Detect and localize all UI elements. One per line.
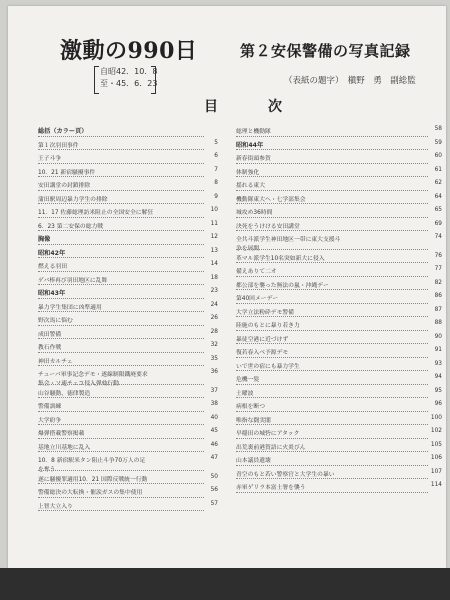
toc-page-number: 74 [434,234,442,240]
toc-entry-title [236,482,306,491]
toc-entry-title [236,293,278,302]
toc-entry-title [236,455,271,464]
toc-entry-title-line: 出荒裏前港賀語に火炎びん [236,444,306,451]
dot-leader [236,370,428,371]
toc-entry [236,221,442,235]
dot-leader [236,330,428,331]
toc-right-column [236,126,442,496]
toc-page-number: 13 [210,247,218,254]
toc-entry-title-line: 王子斗争 [38,156,62,162]
toc-entry-title-line: 10．8 新宿駅米タン阻止斗争70万人の足 [38,458,146,464]
toc-entry-title [38,167,95,176]
toc-page-number: 50 [210,473,218,480]
date-range [94,66,156,96]
toc-entry [38,329,218,343]
toc-entry-title-line: 機動隊東大へ・七学部集会 [236,196,306,203]
toc-heading: 目 次 [204,99,300,115]
toc-entry [38,221,218,235]
toc-page-number: 69 [434,220,442,227]
toc-page-number: 59 [434,139,442,146]
toc-page-number: 64 [434,193,442,200]
dot-leader [38,424,204,425]
toc-page-number: 32 [210,342,218,348]
dot-leader [38,352,204,353]
toc-entry [236,455,442,469]
toc-entry-title [236,207,272,216]
document-page [8,6,446,568]
dot-leader [38,365,204,366]
toc-page-number: 9 [214,193,218,200]
toc-entry [236,388,442,402]
dot-leader [38,149,204,150]
dot-leader [236,303,428,304]
toc-page-number: 60 [434,153,442,159]
toc-entry-title-line: 野次馬に悩む [38,318,73,324]
toc-page-number: 107 [430,468,442,475]
dot-leader [236,465,428,466]
toc-entry [236,482,442,496]
book-title: 激動の990日 [60,38,198,64]
dot-leader [38,397,204,398]
toc-entry-title [38,315,73,324]
toc-entry [38,415,218,429]
toc-entry-title [236,307,294,316]
dot-leader [236,438,428,439]
book-subtitle: 第２安保警備の写真記録 [240,42,411,60]
toc-entry [236,293,442,307]
dot-leader [236,478,428,479]
toc-entry-title [236,167,259,176]
toc-entry [236,320,442,334]
toc-entry-title-line: いで世の宿にも暴力学生 [236,363,300,370]
toc-entry-title [38,442,90,451]
dot-leader [38,176,204,177]
toc-entry-title-line: 早稲田の城砦にアタック [236,431,300,437]
bracket-left-icon [94,66,99,94]
toc-entry-title-line: 教石作戦 [38,345,62,351]
dot-leader [38,271,204,272]
toc-entry-title-line: 上智大立入り [38,503,73,510]
toc-entry-title [236,320,300,329]
toc-entry-title [236,442,306,451]
toc-entry [38,302,218,316]
toc-entry-title-line: 昭和42年 [38,249,66,257]
dot-leader [38,190,204,191]
toc-entry-title [236,194,306,203]
toc-entry-title-line: 揺れる東大 [236,183,265,189]
toc-entry [236,207,442,221]
toc-entry-title [38,207,153,216]
toc-entry-title [38,342,61,351]
dot-leader [236,276,428,277]
dot-leader [236,397,428,398]
dot-leader [38,136,204,137]
toc-entry [236,140,442,154]
cover-calligraphy-credit: （表紙の題字） 槇野 勇 副総監 [284,76,416,86]
toc-entry [38,455,218,474]
toc-entry-title [38,388,90,397]
toc-page-number: 94 [434,374,442,380]
dot-leader [38,325,204,326]
dot-leader [236,217,428,218]
dot-leader [38,438,204,439]
toc-entry [236,361,442,375]
toc-entry-title-line: 昭和43年 [38,290,66,297]
toc-entry [38,315,218,329]
dot-leader [38,451,204,452]
dot-leader [236,262,428,263]
toc-entry-title-line: 復若春入べ予源デモ [236,350,289,356]
dot-leader [38,338,204,339]
toc-entry-title-line: 体制強化 [236,169,260,176]
dot-leader [38,217,204,218]
toc-entry [38,207,218,221]
toc-page-number: 90 [434,333,442,340]
toc-entry-title-line: 唯指な闘実閣 [236,417,271,424]
dot-leader [38,384,204,385]
toc-entry-title [236,221,300,230]
toc-entry [38,342,218,356]
toc-entry [236,153,442,167]
toc-page-number: 36 [210,369,218,375]
toc-entry-title [38,153,61,162]
dot-leader [38,244,204,245]
toc-page-number: 105 [430,441,442,448]
toc-entry-title-line: 総理と機動隊 [236,129,271,135]
toc-page-number: 65 [434,207,442,213]
toc-entry-title [38,415,61,424]
dot-leader [38,284,204,285]
toc-entry-title [236,253,325,262]
toc-entry-title-line: 警備総決の大転換・催涙ガスの集中使用 [38,490,143,496]
toc-entry-title-line: 胸像 [38,236,51,243]
toc-entry [236,180,442,194]
toc-entry-title-line: 暴力学生集団に凶準適用 [38,304,102,311]
toc-entry [38,428,218,442]
toc-entry-title-line: 大学立法粉砕デモ警備 [236,309,294,316]
dot-leader [236,451,428,452]
toc-page-number: 96 [434,401,442,407]
toc-entry-title [38,234,50,243]
toc-entry-title-line: 大学紛争 [38,417,62,424]
toc-entry [38,388,218,402]
toc-page-number: 82 [434,279,442,286]
toc-entry-title-line: 青空のもと若い警察官と大学生の暴い [236,471,335,478]
toc-entry [38,153,218,167]
toc-entry-title-line: 危機一髪 [236,377,260,383]
toc-entry [236,334,442,348]
bracket-right-icon [151,66,156,94]
toc-entry [38,442,218,456]
toc-entry-title [38,194,108,203]
toc-page-number: 46 [210,441,218,448]
dot-leader [236,357,428,358]
toc-page-number: 45 [210,428,218,434]
toc-entry-title-line: 成田警備 [38,331,62,338]
toc-page-number: 10 [210,207,218,213]
toc-entry [38,140,218,154]
toc-entry-title [236,266,277,275]
toc-entry [38,369,218,388]
toc-page-number: 8 [214,180,218,186]
dot-leader [236,384,428,385]
dot-leader [236,190,428,191]
toc-page-number: 57 [210,500,218,507]
toc-entry-title [236,469,335,478]
dot-leader [236,411,428,412]
toc-entry [236,280,442,294]
dot-leader [38,311,204,312]
toc-entry [38,288,218,302]
toc-entry-title [236,334,288,343]
toc-page-number: 95 [434,387,442,394]
toc-entry-title [38,275,107,284]
toc-entry-title [236,388,253,397]
toc-page-number: 58 [434,126,442,132]
toc-entry [38,275,218,289]
toc-page-number: 56 [210,487,218,493]
toc-entry [38,194,218,208]
toc-entry [236,307,442,321]
dot-leader [38,257,204,258]
date-to: 至・45．6．23 [100,79,158,88]
dot-leader [38,497,204,498]
toc-entry-title-line: 昭和44年 [236,141,264,149]
toc-page-number: 35 [210,355,218,362]
toc-entry-title [38,329,61,338]
toc-entry-title-line: 争を展開 [236,246,260,252]
toc-entry-title-line: 土曜波 [236,390,254,397]
toc-entry-title [236,180,265,189]
dot-leader [236,203,428,204]
toc-entry [38,180,218,194]
toc-entry [38,474,218,488]
toc-entry [38,401,218,415]
toc-entry [236,167,442,181]
toc-page-number: 102 [430,428,442,434]
toc-entry-title-line: 都公部を襲った無法の嵐・沖縄デー [236,282,329,289]
toc-entry-title-line: 蒲田駅周辺暴力学生の排除 [38,196,108,203]
toc-entry [236,126,442,140]
toc-entry-title [236,347,288,356]
toc-page-number: 18 [210,274,218,281]
toc-entry-title [38,180,90,189]
toc-entry [38,167,218,181]
dot-leader [236,176,428,177]
toc-entry [38,356,218,370]
dot-leader [236,163,428,164]
toc-entry-title [236,126,271,135]
toc-page-number: 47 [210,455,218,461]
toc-entry-title-line: 神田カルチェ [38,358,73,365]
toc-entry-title-line: 第40回メーデー [236,296,279,302]
toc-entry-title-line: 総括（カラー頁） [38,128,88,135]
toc-entry-title [236,361,300,370]
toc-entry-title-line: 10．21 新宿騒擾事件 [38,169,96,176]
toc-entry-title-line: 警備訓練 [38,404,62,410]
toc-entry-title-line: 集会・ソ連チェコ侵入弾劾行動 [38,381,119,387]
toc-entry-title-line: 陸施のもとに暴り若き力 [236,323,300,329]
dot-leader [38,298,204,299]
toc-page-number: 93 [434,360,442,367]
toc-entry-title-line: 安田講堂の封鎖排除 [38,183,91,189]
toc-page-number: 28 [210,328,218,335]
toc-page-number: 100 [430,414,442,421]
toc-entry [236,234,442,253]
toc-entry-title-line: 決死をうけける安田講堂 [236,223,300,230]
toc-entry-title-line: 革マル派学生10名突如新大に侵入 [236,255,325,262]
toc-entry-title [236,374,259,383]
toc-entry [38,501,218,515]
toc-entry-title [236,153,271,162]
toc-left-column [38,126,218,514]
toc-entry [236,266,442,280]
dot-leader [38,470,204,471]
toc-entry [236,374,442,388]
toc-entry-title [38,487,142,496]
dot-leader [236,492,428,493]
toc-page-number: 7 [214,166,218,173]
toc-page-number: 86 [434,293,442,299]
dot-leader [38,230,204,231]
dot-leader [38,510,204,511]
toc-entry-title [38,401,61,410]
toc-entry-title [38,221,103,230]
dot-leader [38,411,204,412]
toc-entry-title-line: 新春街頭参賀 [236,156,271,162]
page-bottom-shadow [0,568,450,600]
toc-entry-title [38,140,79,149]
dot-leader [38,163,204,164]
toc-page-number: 77 [434,266,442,272]
toc-page-number: 114 [430,482,442,488]
toc-entry-title-line: 遂に騒擾罪適用10．21 国際反戦統一行動 [38,476,148,483]
toc-entry-title-line: 暴徒空港に近づけず [236,336,289,343]
dot-leader [236,424,428,425]
toc-entry-title-line: 城攻め36時間 [236,210,273,216]
toc-page-number: 14 [210,261,218,267]
toc-entry-title-line: 山本議員遺壊 [236,458,271,464]
toc-entry-title-line: 基地立川基地に乱入 [38,444,91,451]
toc-entry [236,415,442,429]
toc-page-number: 6 [214,153,218,159]
toc-entry-title [38,248,65,257]
toc-entry [38,234,218,248]
toc-page-number: 61 [434,166,442,173]
toc-entry [236,428,442,442]
toc-page-number: 24 [210,301,218,308]
toc-entry-title-line: 燃える羽田 [38,264,67,270]
toc-entry-title [38,126,88,135]
toc-entry-title [38,474,147,483]
toc-entry-title-line: 爆弾搭載警察掲載 [38,431,85,437]
dot-leader [38,483,204,484]
toc-page-number: 40 [210,414,218,421]
toc-entry [236,194,442,208]
toc-entry [236,469,442,483]
toc-entry-title [236,401,265,410]
dot-leader [236,136,428,137]
toc-page-number: 87 [434,306,442,313]
dot-leader [236,249,428,250]
toc-page-number: 91 [434,347,442,353]
dot-leader [236,149,428,150]
toc-entry [236,253,442,267]
toc-entry-title [38,288,65,297]
toc-entry [38,248,218,262]
toc-entry [38,487,218,501]
toc-entry-title-line: を奪う [38,467,56,473]
toc-page-number: 11 [210,220,218,227]
toc-entry-title-line: 6．23 第二安保の総力戦 [38,223,104,230]
toc-entry-title-line: 11．17 佐藤総理訪米阻止の全国安全に解狂 [38,210,154,216]
toc-entry-title-line: 備えありて二オ [236,269,277,275]
toc-page-number: 88 [434,320,442,326]
toc-page-number: 62 [434,180,442,186]
toc-page-number: 106 [430,455,442,461]
toc-entry-title [236,140,263,149]
toc-entry [38,261,218,275]
dot-leader [236,289,428,290]
toc-entry-title [236,428,299,437]
toc-entry-title [236,415,271,424]
toc-entry-title-line: 山谷騒動、徳律製造 [38,390,91,397]
toc-entry [236,347,442,361]
toc-entry-title [38,428,84,437]
toc-entry [38,126,218,140]
toc-entry-title-line: 全共斗派学生神田地区一帯に東大支援斗 [236,237,341,243]
dot-leader [236,316,428,317]
toc-page-number: 23 [210,288,218,294]
toc-entry-title-line: ゲバ棒再び羽田地区に乱舞 [38,277,108,284]
toc-entry-title-line: 赤軍ゲリラ本富士署を襲う [236,485,306,491]
date-from: 自昭42．10．8 [100,67,158,76]
toc-entry [236,442,442,456]
toc-page-number: 5 [214,139,218,146]
toc-entry-title [38,261,67,270]
toc-page-number: 76 [434,252,442,259]
toc-entry [236,401,442,415]
toc-page-number: 37 [210,387,218,394]
dot-leader [236,230,428,231]
toc-entry-title [38,302,102,311]
toc-entry-title [38,501,73,510]
toc-entry-title-line: 病根を断つ [236,404,265,410]
toc-page-number: 26 [210,315,218,321]
toc-entry-title [236,280,329,289]
toc-page-number: 12 [210,234,218,240]
toc-entry-title [38,356,73,365]
toc-entry-title-line: 第１次羽田事件 [38,142,79,149]
toc-page-number: 38 [210,401,218,407]
dot-leader [236,343,428,344]
toc-entry-title-line: チューバ軍事記念デモ・遂線制限鐵廃要求 [38,372,148,378]
dot-leader [38,203,204,204]
